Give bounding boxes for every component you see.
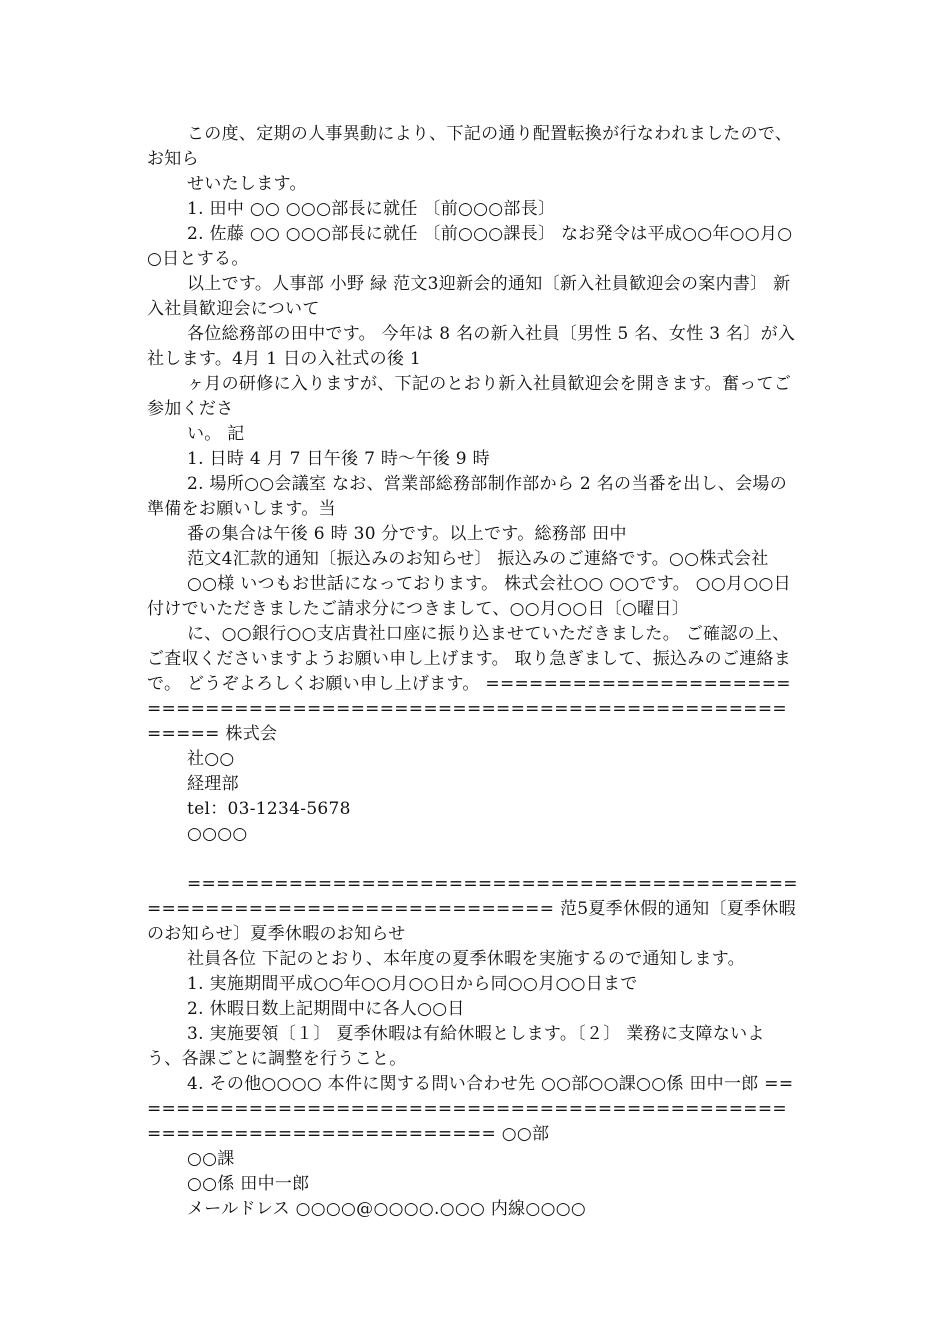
paragraph: ○○課 bbox=[187, 1149, 235, 1169]
paragraph: ○○係 田中一郎 bbox=[187, 1174, 310, 1194]
paragraph: 社員各位 下記のとおり、本年度の夏季休暇を実施するので通知します。 bbox=[187, 949, 745, 969]
paragraph: ヶ月の研修に入りますが、下記のとおり新入社員歓迎会を開きます。奮ってご参加くださ bbox=[147, 374, 792, 419]
paragraph: 各位総務部の田中です。 今年は 8 名の新入社員〔男性 5 名、女性 3 名〕が入社します。4月 1 日の入社式の後 1 bbox=[147, 324, 796, 369]
paragraph: 2. 佐藤 ○○ ○○○部長に就任 〔前○○○課長〕 なお発令は平成○○年○○月○○日とする。 bbox=[147, 224, 793, 269]
paragraph: 4. その他○○○○ 本件に関する問い合わせ先 ○○部○○課○○係 田中一郎 ====================================================================== ○○部 bbox=[147, 1074, 794, 1144]
blank-line bbox=[147, 847, 799, 872]
paragraph: この度、定期の人事異動により、下記の通り配置転換が行なわれましたので、お知ら bbox=[147, 124, 793, 169]
paragraph: ○○様 いつもお世話になっております。 株式会社○○ ○○です。 ○○月○○日付けでいただきましたご請求分につきまして、○○月○○日〔○曜日〕 bbox=[147, 574, 791, 619]
paragraph: 経理部 bbox=[187, 774, 239, 794]
paragraph: に、○○銀行○○支店貴社口座に振り込ませていただきました。 ご確認の上、ご査収くださいますようお願い申し上げます。 取り急ぎまして、振込みのご連絡まで。 どうぞよろしくお願い申し上げます。 ====================================================================== 株式会 bbox=[147, 624, 792, 744]
paragraph: ○○○○ bbox=[187, 824, 248, 844]
paragraph: 2. 場所○○会議室 なお、営業部総務部制作部から 2 名の当番を出し、会場の準備をお願いします。当 bbox=[147, 474, 788, 519]
paragraph: 社○○ bbox=[187, 749, 235, 769]
paragraph: 2. 休暇日数上記期間中に各人○○日 bbox=[187, 999, 465, 1019]
paragraph: 范文4汇款的通知〔振込みのお知らせ〕 振込みのご連絡です。○○株式会社 bbox=[187, 549, 769, 569]
paragraph: せいたします。 bbox=[187, 174, 307, 194]
paragraph: ====================================================================== 范5夏季休假的通知〔夏季休暇のお知らせ〕夏季休暇のお知らせ bbox=[147, 874, 798, 944]
paragraph: 1. 日時 4 月 7 日午後 7 時～午後 9 時 bbox=[187, 449, 490, 469]
paragraph: 以上です。人事部 小野 緑 范文3迎新会的通知〔新入社員歓迎会の案内書〕 新入社員歓迎会について bbox=[147, 274, 791, 319]
document-body bbox=[147, 122, 799, 1222]
paragraph: tel：03-1234-5678 bbox=[187, 799, 351, 819]
paragraph: 番の集合は午後 6 時 30 分です。以上です。総務部 田中 bbox=[187, 524, 627, 544]
paragraph: 1. 田中 ○○ ○○○部長に就任 〔前○○○部長〕 bbox=[187, 199, 556, 219]
paragraph: 1. 実施期間平成○○年○○月○○日から同○○月○○日まで bbox=[187, 974, 638, 994]
paragraph: メールドレス ○○○○@○○○○.○○○ 内線○○○○ bbox=[187, 1199, 586, 1219]
paragraph: 3. 実施要領〔１〕 夏季休暇は有給休暇とします。〔２〕 業務に支障ないよう、各課ごとに調整を行うこと。 bbox=[147, 1024, 765, 1069]
paragraph: い。 記 bbox=[187, 424, 245, 444]
